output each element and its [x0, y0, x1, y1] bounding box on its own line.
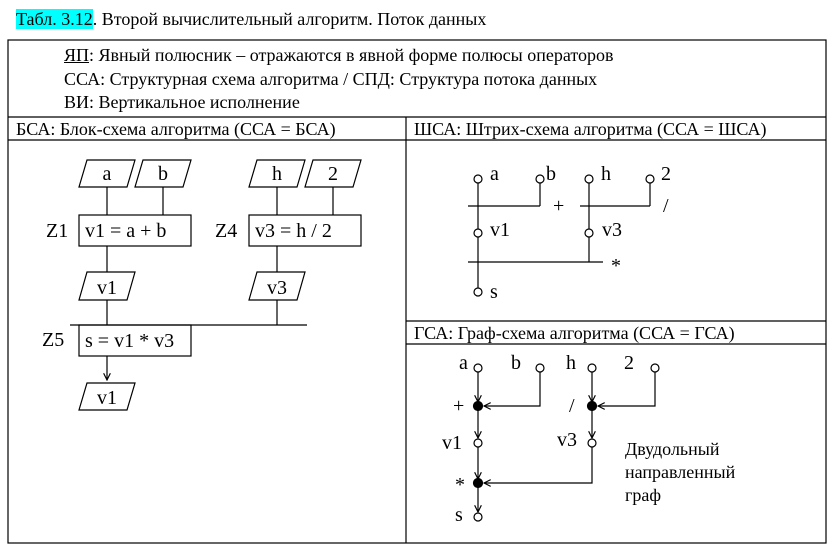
- bsa-block-label: Z5: [42, 329, 65, 351]
- legend-abbr: ЯП: [64, 45, 90, 65]
- table-title: . Второй вычислительный алгоритм. Поток данных: [92, 9, 487, 29]
- shsa-panel-title: ШСА: Штрих-схема алгоритма (ССА = ШСА): [414, 119, 767, 139]
- bsa-block-expr: v1 = a + b: [85, 220, 167, 242]
- bsa-block-expr: v3 = h / 2: [255, 220, 332, 242]
- shsa-input-label: h: [601, 163, 611, 185]
- bsa-input-label: 2: [328, 163, 338, 185]
- shsa-text: [490, 163, 671, 303]
- gsa-input-label: h: [566, 352, 576, 374]
- bsa-intermediate-label: v1: [97, 277, 117, 299]
- shsa-node-label: v1: [490, 219, 510, 241]
- bsa-block-label: Z4: [215, 220, 238, 242]
- gsa-node-label: v3: [557, 429, 577, 451]
- gsa-op-label: /: [569, 395, 575, 417]
- bsa-output-label: v1: [97, 387, 117, 409]
- legend-text: : Явный полюсник – отражаются в явной форме полюсы операторов: [89, 45, 614, 65]
- gsa-note-line: граф: [625, 485, 662, 505]
- shsa-input-label: 2: [661, 163, 671, 185]
- shsa-input-label: b: [546, 163, 556, 185]
- bsa-panel-title: БСА: Блок-схема алгоритма (ССА = БСА): [16, 119, 336, 139]
- bsa-block-expr: s = v1 * v3: [85, 330, 175, 352]
- gsa-input-label: b: [511, 352, 521, 374]
- legend-abbr: ССА: [64, 69, 101, 89]
- shsa-op-label: +: [553, 195, 565, 217]
- bsa-block-label: Z1: [46, 220, 69, 242]
- table-number: Табл. 3.12: [16, 9, 93, 29]
- gsa-op-label: *: [455, 474, 465, 496]
- shsa-node-label: v3: [602, 219, 622, 241]
- bsa-input-label: a: [102, 163, 112, 185]
- legend-abbr: ВИ: [64, 92, 90, 112]
- gsa-text: [442, 352, 634, 526]
- bsa-intermediate-label: v3: [267, 277, 287, 299]
- bsa-text: [42, 163, 338, 409]
- legend-text: : Вертикальное исполнение: [89, 92, 300, 112]
- bsa-input-label: b: [158, 163, 168, 185]
- gsa-node-label: s: [455, 504, 463, 526]
- shsa-op-label: *: [611, 255, 621, 277]
- gsa-op-label: +: [453, 395, 465, 417]
- legend-text: : Структурная схема алгоритма / СПД: Структура потока данных: [100, 69, 598, 89]
- gsa-input-label: 2: [624, 352, 634, 374]
- gsa-input-label: a: [459, 352, 468, 374]
- gsa-note-line: Двудольный: [625, 439, 720, 459]
- shsa-node-label: s: [490, 281, 498, 303]
- gsa-note-line: направленный: [625, 462, 736, 482]
- gsa-panel-title: ГСА: Граф-схема алгоритма (ССА = ГСА): [414, 323, 735, 343]
- shsa-op-label: /: [663, 195, 669, 217]
- table-grid: [8, 40, 826, 543]
- gsa-node-label: v1: [442, 432, 462, 454]
- bsa-input-label: h: [272, 163, 282, 185]
- shsa-input-label: a: [490, 163, 499, 185]
